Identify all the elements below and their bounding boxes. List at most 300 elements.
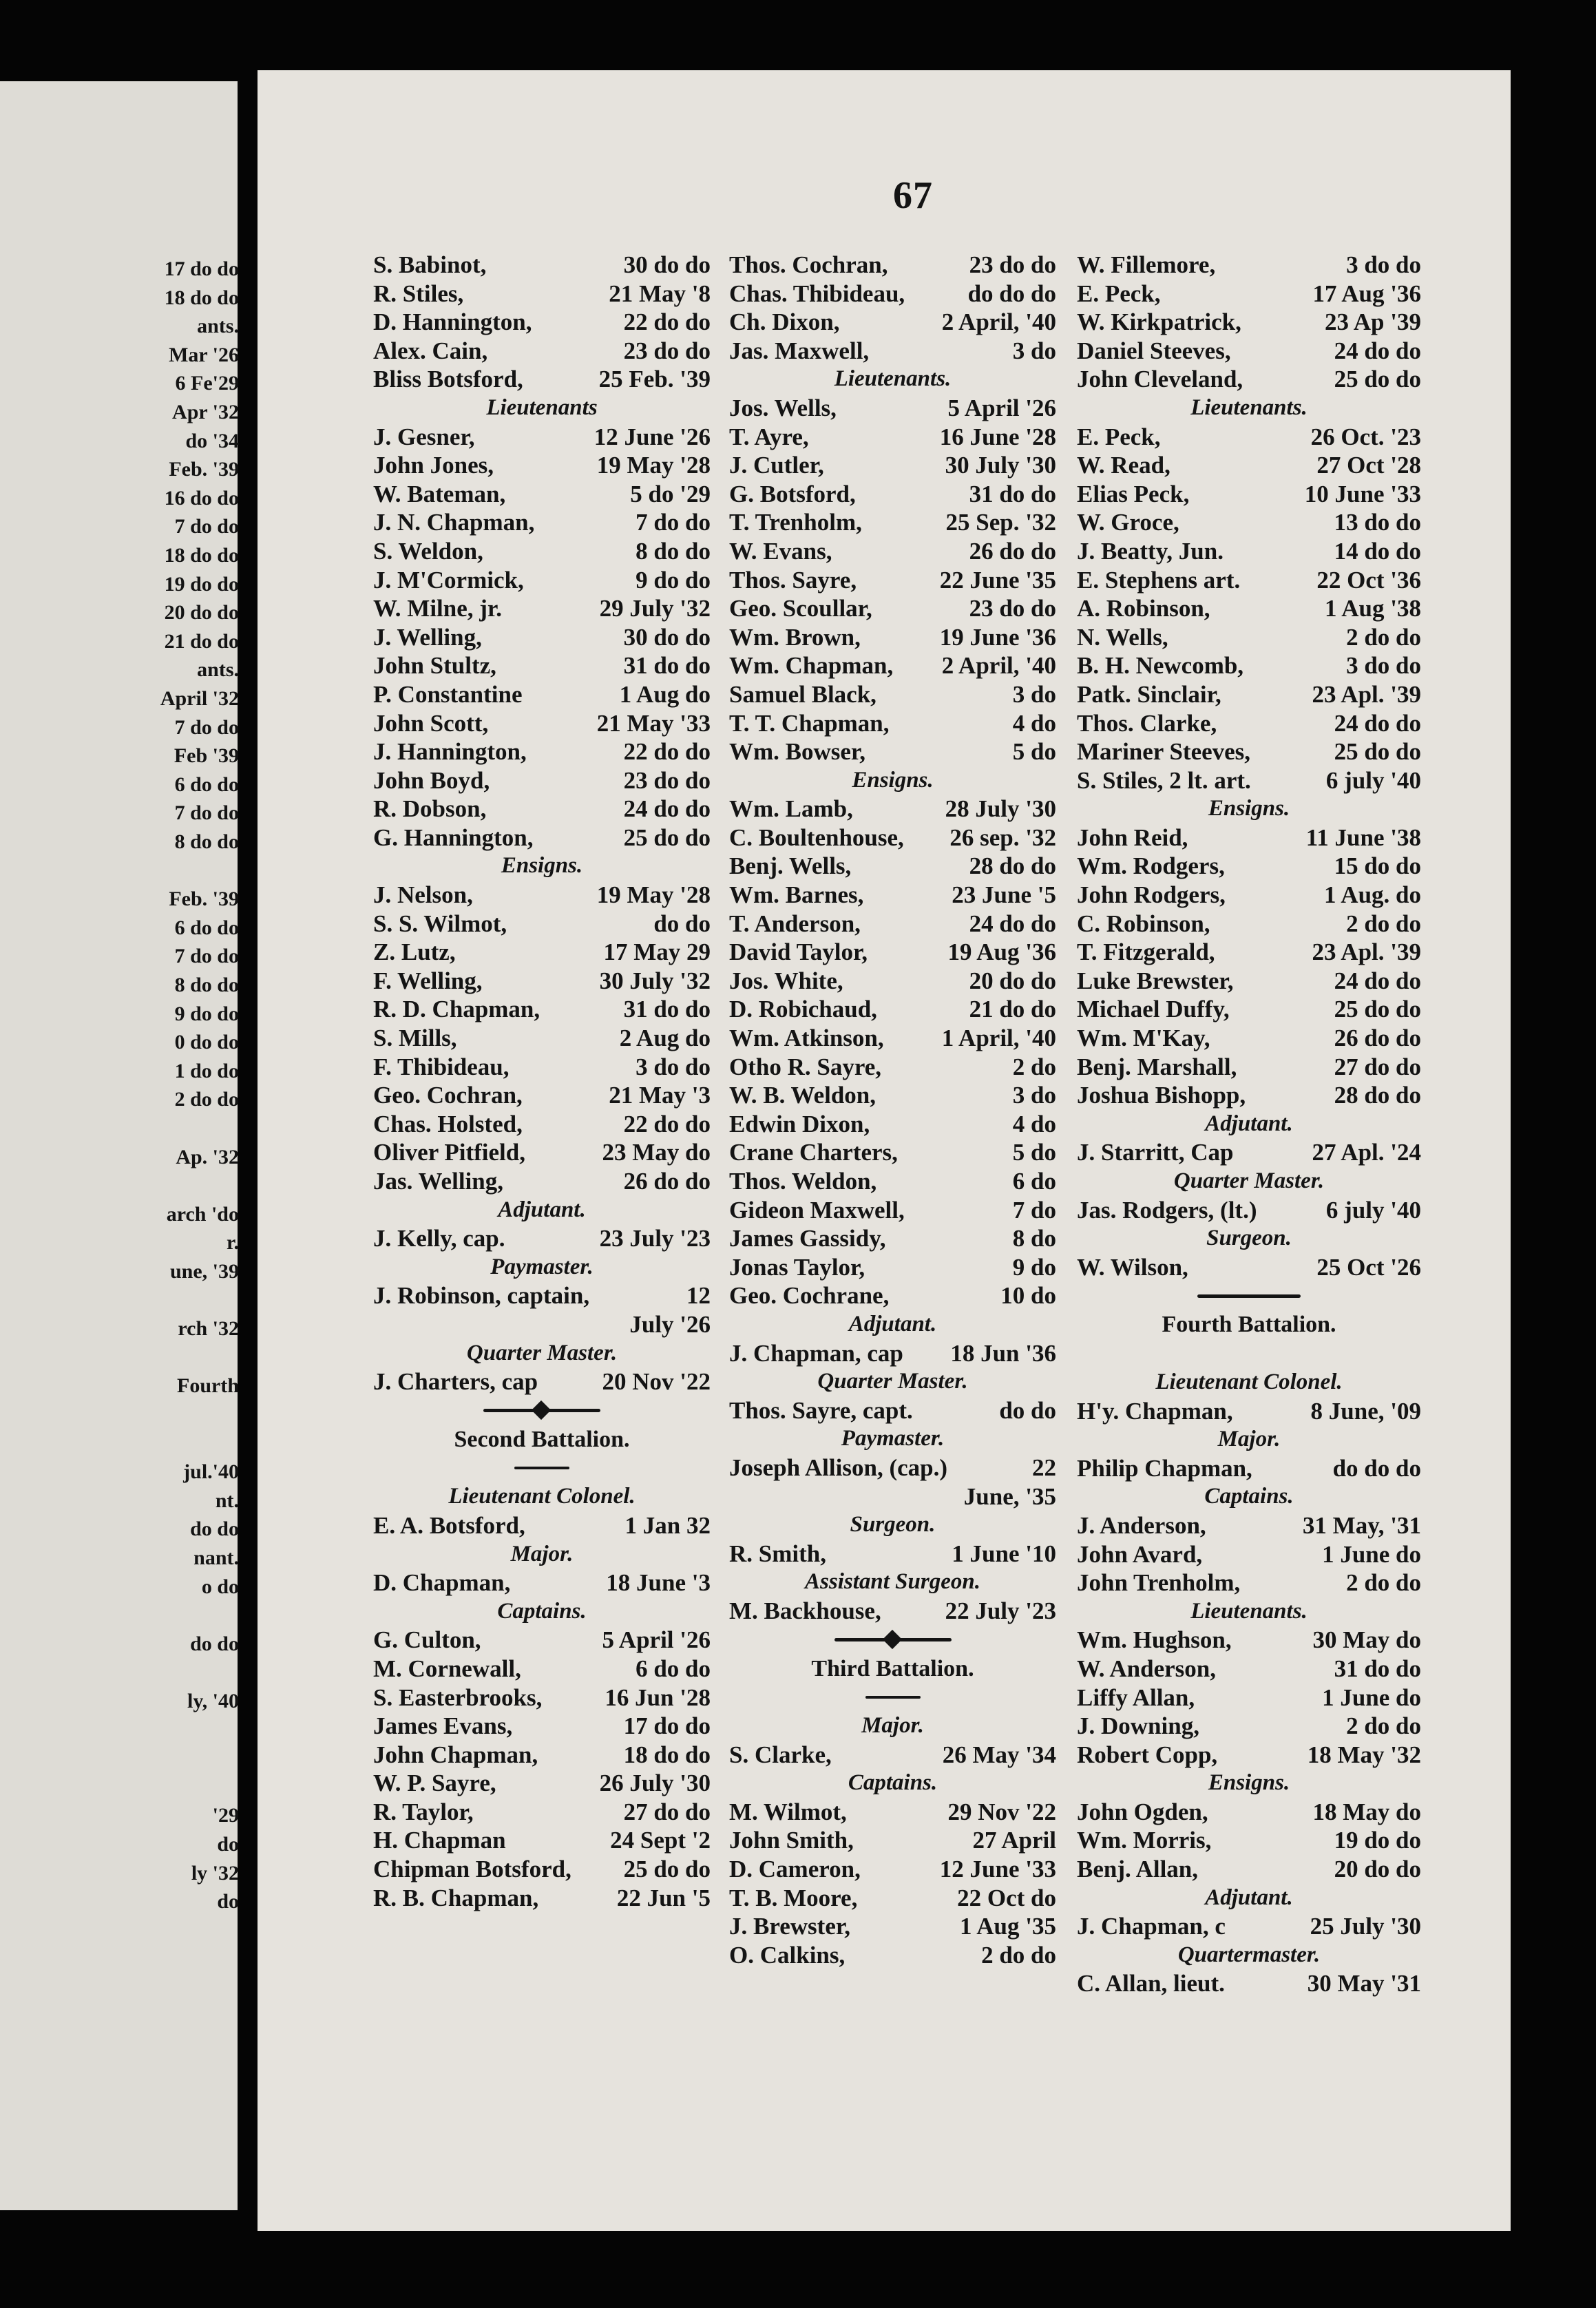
facing-page-line: April '32 bbox=[160, 687, 239, 710]
officer-entry bbox=[729, 480, 1056, 509]
commission-date: 20 do do bbox=[969, 967, 1056, 994]
officer-name: J. Downing, bbox=[1077, 1712, 1199, 1740]
facing-page-line: une, '39 bbox=[169, 1260, 239, 1283]
officer-name: John Chapman, bbox=[373, 1741, 538, 1768]
officer-entry bbox=[729, 451, 1056, 480]
officer-entry bbox=[729, 1167, 1056, 1196]
officer-name: Wm. Bowser, bbox=[729, 738, 866, 766]
officer-entry bbox=[1077, 881, 1421, 910]
officer-name: T. Ayre, bbox=[729, 423, 809, 450]
officer-name: Jas. Rodgers, (lt.) bbox=[1077, 1196, 1257, 1224]
commission-date: 22 Jun '5 bbox=[616, 1884, 711, 1911]
section-rule bbox=[729, 1626, 1056, 1655]
rank-heading: Quartermaster. bbox=[1177, 1942, 1321, 1967]
officer-entry bbox=[1077, 910, 1421, 938]
officer-entry bbox=[729, 394, 1056, 423]
commission-date: 29 Nov '22 bbox=[947, 1798, 1056, 1825]
commission-date: 22 bbox=[1032, 1454, 1056, 1481]
officer-name: J. Gesner, bbox=[373, 423, 475, 450]
rank-heading: Adjutant. bbox=[1205, 1885, 1293, 1910]
officer-name: J. Welling, bbox=[373, 623, 482, 651]
commission-date: do do bbox=[653, 910, 711, 937]
officer-name: Chas. Holsted, bbox=[373, 1110, 523, 1137]
officer-name: W. Evans, bbox=[729, 537, 832, 565]
commission-date: 24 do do bbox=[1334, 709, 1421, 737]
section-rule bbox=[373, 1454, 711, 1482]
commission-date: 27 Oct '28 bbox=[1316, 452, 1421, 479]
officer-name: D. Robichaud, bbox=[729, 996, 877, 1023]
commission-date: 28 do do bbox=[1334, 1082, 1421, 1109]
officer-name: G. Hannington, bbox=[373, 823, 534, 851]
officer-name: John Ogden, bbox=[1077, 1798, 1208, 1825]
commission-date: 26 July '30 bbox=[599, 1770, 711, 1797]
officer-name: Liffy Allan, bbox=[1077, 1683, 1195, 1711]
rank-heading: Adjutant. bbox=[1205, 1111, 1293, 1136]
officer-entry bbox=[729, 709, 1056, 738]
commission-date: 3 do bbox=[1012, 1082, 1056, 1109]
commission-date: 23 Ap '39 bbox=[1324, 308, 1421, 336]
officer-name: C. Boultenhouse, bbox=[729, 823, 904, 851]
section-rule bbox=[373, 1396, 711, 1425]
commission-date: 10 June '33 bbox=[1304, 480, 1421, 507]
officer-entry bbox=[729, 1884, 1056, 1913]
officer-entry bbox=[373, 766, 711, 795]
officer-entry bbox=[729, 823, 1056, 852]
officer-name: Benj. Marshall, bbox=[1077, 1053, 1237, 1080]
officer-entry bbox=[729, 995, 1056, 1024]
officer-entry bbox=[729, 1024, 1056, 1053]
officer-entry bbox=[729, 1912, 1056, 1941]
officer-entry bbox=[729, 1053, 1056, 1082]
officer-name: S. Mills, bbox=[373, 1025, 457, 1052]
facing-page-line: 6 do do bbox=[174, 773, 239, 796]
commission-date: 21 do do bbox=[969, 996, 1056, 1023]
officer-entry bbox=[1077, 651, 1421, 680]
rank-heading: Lieutenants bbox=[486, 395, 598, 420]
officer-entry bbox=[729, 910, 1056, 938]
commission-date: 5 do bbox=[1012, 1139, 1056, 1166]
officer-entry bbox=[373, 423, 711, 452]
commission-date: 2 April, '40 bbox=[941, 652, 1056, 680]
commission-date: 6 do bbox=[1012, 1168, 1056, 1195]
officer-entry bbox=[729, 594, 1056, 623]
rank-heading: Major. bbox=[510, 1541, 574, 1566]
officer-name: W. Fillemore, bbox=[1077, 251, 1216, 278]
officer-name: W. B. Weldon, bbox=[729, 1082, 876, 1109]
officer-name: J. Cutler, bbox=[729, 452, 824, 479]
officer-name: Z. Lutz, bbox=[373, 938, 456, 966]
officer-entry bbox=[729, 881, 1056, 910]
commission-date: 2 do do bbox=[1346, 1712, 1421, 1740]
commission-date: 24 do do bbox=[1334, 337, 1421, 364]
officer-name: Wm. M'Kay, bbox=[1077, 1025, 1210, 1052]
officer-entry bbox=[373, 1511, 711, 1540]
officer-name: J. Charters, cap bbox=[373, 1368, 538, 1396]
officer-name: Thos. Sayre, capt. bbox=[729, 1396, 913, 1424]
officer-entry bbox=[729, 1826, 1056, 1855]
facing-page-line: 16 do do bbox=[164, 486, 239, 510]
commission-date: 31 do do bbox=[623, 996, 711, 1023]
officer-name: Robert Copp, bbox=[1077, 1741, 1218, 1768]
officer-name: E. A. Botsford, bbox=[373, 1511, 525, 1539]
commission-date: 26 Oct. '23 bbox=[1310, 423, 1421, 450]
officer-name: W. Kirkpatrick, bbox=[1077, 308, 1241, 336]
commission-date: 25 Feb. '39 bbox=[598, 366, 711, 393]
commission-date: 5 April '26 bbox=[602, 1626, 711, 1654]
officer-name: W. Bateman, bbox=[373, 480, 506, 507]
officer-name: Bliss Botsford, bbox=[373, 366, 523, 393]
facing-page-line: ants. bbox=[197, 658, 239, 682]
officer-entry bbox=[1077, 1511, 1421, 1540]
officer-name: Joseph Allison, (cap.) bbox=[729, 1454, 947, 1481]
officer-entry bbox=[729, 1396, 1056, 1425]
officer-entry bbox=[1077, 423, 1421, 452]
facing-page-fragment bbox=[0, 81, 238, 2210]
officer-entry bbox=[729, 508, 1056, 537]
commission-date: 1 June do bbox=[1322, 1683, 1421, 1711]
commission-date: 24 do do bbox=[969, 910, 1056, 937]
rank-heading: Captains. bbox=[497, 1598, 587, 1624]
officer-name: John Rodgers, bbox=[1077, 881, 1226, 909]
section-rule bbox=[1077, 1281, 1421, 1310]
officer-entry bbox=[729, 251, 1056, 280]
rank-heading: Ensigns. bbox=[1208, 1770, 1290, 1796]
officer-entry bbox=[373, 566, 711, 595]
commission-date: 18 May do bbox=[1312, 1798, 1421, 1825]
officer-name: J. Brewster, bbox=[729, 1913, 850, 1940]
commission-date: 1 Jan 32 bbox=[624, 1511, 711, 1539]
officer-name: Crane Charters, bbox=[729, 1139, 898, 1166]
officer-entry bbox=[729, 537, 1056, 566]
officer-entry bbox=[729, 651, 1056, 680]
officer-entry bbox=[373, 1769, 711, 1798]
officer-entry bbox=[1077, 1912, 1421, 1941]
commission-date: 7 do do bbox=[636, 509, 711, 536]
officer-entry bbox=[373, 480, 711, 509]
rank-heading: Major. bbox=[1217, 1427, 1281, 1452]
officer-entry bbox=[373, 1626, 711, 1655]
commission-date: 5 April '26 bbox=[947, 394, 1056, 421]
officer-entry bbox=[1077, 1969, 1421, 1998]
commission-date: 18 Jun '36 bbox=[950, 1339, 1056, 1367]
commission-date: 7 do bbox=[1012, 1196, 1056, 1224]
rank-heading: Ensigns. bbox=[501, 853, 583, 879]
officer-entry bbox=[373, 1138, 711, 1167]
officer-entry bbox=[1077, 852, 1421, 881]
facing-page-line: Feb '39 bbox=[174, 744, 239, 768]
commission-date: 2 do do bbox=[981, 1941, 1056, 1969]
commission-date: 19 do do bbox=[1334, 1827, 1421, 1854]
commission-date: June, '35 bbox=[963, 1482, 1056, 1510]
officer-entry bbox=[1077, 1826, 1421, 1855]
officer-name: Oliver Pitfield, bbox=[373, 1139, 525, 1166]
commission-date: 18 May '32 bbox=[1307, 1741, 1421, 1768]
officer-entry bbox=[1077, 1454, 1421, 1483]
officer-name: E. Peck, bbox=[1077, 280, 1161, 307]
officer-entry bbox=[729, 1281, 1056, 1310]
officer-name: J. Hannington, bbox=[373, 738, 527, 766]
commission-date: 1 Aug '38 bbox=[1324, 595, 1421, 622]
officer-name: T. T. Chapman, bbox=[729, 709, 890, 737]
officer-name: J. N. Chapman, bbox=[373, 509, 535, 536]
officer-name: W. Wilson, bbox=[1077, 1253, 1188, 1281]
officer-entry bbox=[373, 995, 711, 1024]
officer-entry bbox=[373, 1110, 711, 1139]
officer-name: Wm. Hughson, bbox=[1077, 1626, 1232, 1654]
officer-entry bbox=[1077, 1053, 1421, 1082]
officer-name: John Cleveland, bbox=[1077, 366, 1243, 393]
commission-date: 25 Oct '26 bbox=[1316, 1253, 1421, 1281]
officer-entry bbox=[1077, 1397, 1421, 1426]
commission-date: 29 July '32 bbox=[599, 595, 711, 622]
commission-date: 25 do do bbox=[1334, 996, 1421, 1023]
officer-name: Benj. Allan, bbox=[1077, 1856, 1199, 1883]
facing-page-line: 9 do do bbox=[174, 1002, 239, 1025]
officer-entry bbox=[1077, 451, 1421, 480]
officer-entry bbox=[729, 423, 1056, 452]
officer-entry bbox=[729, 1454, 1056, 1482]
officer-entry bbox=[1077, 537, 1421, 566]
officer-entry bbox=[1077, 1569, 1421, 1597]
commission-date: 26 May '34 bbox=[942, 1741, 1056, 1768]
officer-name: S. Stiles, 2 lt. art. bbox=[1077, 766, 1251, 794]
facing-page-line: do do bbox=[190, 1518, 239, 1541]
officer-entry bbox=[373, 594, 711, 623]
commission-date: 20 do do bbox=[1334, 1856, 1421, 1883]
facing-page-line: 6 do do bbox=[174, 916, 239, 939]
officer-name: David Taylor, bbox=[729, 938, 868, 966]
officer-entry bbox=[373, 1712, 711, 1741]
officer-name: O. Calkins, bbox=[729, 1941, 846, 1969]
facing-page-line: arch 'do bbox=[166, 1202, 239, 1226]
commission-date: 4 do bbox=[1012, 1110, 1056, 1137]
commission-date: 22 do do bbox=[623, 738, 711, 766]
officer-name: B. H. Newcomb, bbox=[1077, 652, 1244, 680]
officer-entry bbox=[1077, 1196, 1421, 1225]
officer-entry bbox=[1077, 1081, 1421, 1110]
officer-entry bbox=[373, 365, 711, 394]
officer-name: Chipman Botsford, bbox=[373, 1856, 571, 1883]
commission-date: July '26 bbox=[629, 1310, 711, 1338]
officer-entry bbox=[373, 651, 711, 680]
officer-name: Philip Chapman, bbox=[1077, 1454, 1252, 1482]
officer-name: A. Robinson, bbox=[1077, 595, 1210, 622]
officer-entry bbox=[373, 1167, 711, 1196]
commission-date: 28 do do bbox=[969, 852, 1056, 880]
commission-date: 2 do do bbox=[1346, 623, 1421, 651]
officer-name: T. Anderson, bbox=[729, 910, 861, 937]
commission-date: 23 do do bbox=[623, 766, 711, 794]
officer-name: R. B. Chapman, bbox=[373, 1884, 539, 1911]
facing-page-line: 8 do do bbox=[174, 830, 239, 853]
officer-entry bbox=[729, 737, 1056, 766]
officer-entry bbox=[373, 308, 711, 337]
officer-entry bbox=[729, 1224, 1056, 1253]
commission-date: 17 May 29 bbox=[603, 938, 711, 966]
officer-entry bbox=[1077, 1655, 1421, 1683]
officer-name: S. S. Wilmot, bbox=[373, 910, 507, 937]
officer-name: P. Constantine bbox=[373, 680, 523, 708]
officer-entry bbox=[373, 1053, 711, 1082]
officer-name: D. Cameron, bbox=[729, 1856, 861, 1883]
commission-date: 23 July '23 bbox=[599, 1225, 711, 1252]
commission-date: 25 do do bbox=[623, 823, 711, 851]
commission-date: 8 do do bbox=[636, 537, 711, 565]
officer-name: W. Groce, bbox=[1077, 509, 1179, 536]
commission-date: 12 bbox=[686, 1282, 711, 1310]
commission-date: 26 do do bbox=[1334, 1025, 1421, 1052]
officer-entry bbox=[373, 910, 711, 938]
commission-date: 19 June '36 bbox=[939, 623, 1056, 651]
officer-name: Otho R. Sayre, bbox=[729, 1053, 882, 1080]
officer-entry bbox=[729, 967, 1056, 996]
commission-date: 22 do do bbox=[623, 1110, 711, 1137]
rank-heading: Assistant Surgeon. bbox=[805, 1569, 980, 1595]
commission-date: 12 June '26 bbox=[594, 423, 711, 450]
officer-entry bbox=[373, 709, 711, 738]
officer-name: D. Hannington, bbox=[373, 308, 532, 336]
officer-entry bbox=[1077, 566, 1421, 595]
column-1 bbox=[373, 251, 711, 1912]
commission-date: 14 do do bbox=[1334, 537, 1421, 565]
commission-date: 25 do do bbox=[1334, 366, 1421, 393]
officer-entry bbox=[1077, 1540, 1421, 1569]
officer-entry bbox=[729, 795, 1056, 823]
officer-name: J. Chapman, cap bbox=[729, 1339, 903, 1367]
commission-date: 5 do bbox=[1012, 738, 1056, 766]
officer-name: Jos. Wells, bbox=[729, 394, 837, 421]
officer-name: James Gassidy, bbox=[729, 1225, 886, 1252]
officer-entry bbox=[1077, 737, 1421, 766]
officer-entry bbox=[729, 1110, 1056, 1139]
commission-date: 21 May '33 bbox=[596, 709, 711, 737]
commission-date: 9 do do bbox=[636, 566, 711, 594]
commission-date: 20 Nov '22 bbox=[602, 1368, 711, 1396]
commission-date: 27 do do bbox=[1334, 1053, 1421, 1080]
officer-entry bbox=[729, 1138, 1056, 1167]
officer-entry bbox=[729, 1196, 1056, 1225]
rank-heading: Paymaster. bbox=[841, 1426, 945, 1451]
commission-date: 22 Oct '36 bbox=[1316, 566, 1421, 594]
officer-entry bbox=[1077, 337, 1421, 366]
facing-page-line: Feb. '39 bbox=[169, 458, 239, 481]
rank-heading: Major. bbox=[861, 1713, 924, 1739]
commission-date: 11 June '38 bbox=[1305, 823, 1421, 851]
officer-name: G. Botsford, bbox=[729, 480, 856, 507]
officer-entry bbox=[1077, 766, 1421, 795]
officer-name: John Scott, bbox=[373, 709, 489, 737]
facing-page-line: rch '32 bbox=[178, 1317, 239, 1341]
officer-name: J. Anderson, bbox=[1077, 1511, 1206, 1539]
officer-entry bbox=[373, 280, 711, 308]
commission-date: 3 do bbox=[1012, 680, 1056, 708]
commission-date: 16 June '28 bbox=[939, 423, 1056, 450]
commission-date: 10 do bbox=[1000, 1282, 1056, 1310]
commission-date: 24 do do bbox=[623, 795, 711, 823]
facing-page-line: do '34 bbox=[185, 429, 239, 452]
officer-name: T. Fitzgerald, bbox=[1077, 938, 1215, 966]
officer-name: Geo. Cochrane, bbox=[729, 1282, 890, 1310]
officer-entry bbox=[373, 1024, 711, 1053]
commission-date: 15 do do bbox=[1334, 852, 1421, 880]
officer-entry bbox=[373, 1798, 711, 1827]
officer-entry bbox=[373, 823, 711, 852]
commission-date: 23 Apl. '39 bbox=[1312, 938, 1421, 966]
officer-entry bbox=[373, 337, 711, 366]
officer-entry bbox=[729, 1741, 1056, 1770]
commission-date: 3 do bbox=[1012, 337, 1056, 364]
commission-date: 31 May, '31 bbox=[1302, 1511, 1421, 1539]
rank-heading: Quarter Master. bbox=[466, 1340, 618, 1365]
officer-name: Joshua Bishopp, bbox=[1077, 1082, 1246, 1109]
officer-entry bbox=[373, 1224, 711, 1253]
officer-name: S. Easterbrooks, bbox=[373, 1683, 543, 1711]
officer-name: Jas. Maxwell, bbox=[729, 337, 870, 364]
officer-name: John Stultz, bbox=[373, 652, 496, 680]
officer-name: Luke Brewster, bbox=[1077, 967, 1234, 994]
commission-date: 22 July '23 bbox=[945, 1597, 1056, 1624]
commission-date: do do do bbox=[1332, 1454, 1421, 1482]
officer-entry bbox=[373, 1655, 711, 1683]
officer-entry bbox=[729, 1798, 1056, 1827]
officer-name: C. Robinson, bbox=[1077, 910, 1210, 937]
facing-page-line: Apr '32 bbox=[172, 401, 239, 423]
officer-entry bbox=[729, 308, 1056, 337]
officer-name: Jonas Taylor, bbox=[729, 1253, 865, 1281]
officer-name: T. Trenholm, bbox=[729, 509, 862, 536]
facing-page-line: '29 bbox=[212, 1804, 239, 1827]
entry-continuation bbox=[729, 1482, 1056, 1511]
officer-name: D. Chapman, bbox=[373, 1569, 511, 1597]
officer-entry bbox=[1077, 823, 1421, 852]
commission-date: 31 do do bbox=[1334, 1655, 1421, 1682]
officer-entry bbox=[1077, 967, 1421, 996]
facing-page-line: ly '32 bbox=[191, 1861, 239, 1885]
facing-page-line: 2 do do bbox=[174, 1088, 239, 1111]
commission-date: 8 do bbox=[1012, 1225, 1056, 1252]
officer-entry bbox=[373, 451, 711, 480]
commission-date: 25 do do bbox=[1334, 738, 1421, 766]
officer-entry bbox=[1077, 1683, 1421, 1712]
officer-entry bbox=[373, 1855, 711, 1884]
facing-page-line: 7 do do bbox=[174, 801, 239, 825]
commission-date: 25 do do bbox=[623, 1856, 711, 1883]
facing-page-line: 20 do do bbox=[164, 601, 239, 625]
officer-name: John Boyd, bbox=[373, 766, 490, 794]
officer-name: John Smith, bbox=[729, 1827, 854, 1854]
facing-page-line: 7 do do bbox=[174, 515, 239, 538]
officer-entry bbox=[1077, 709, 1421, 738]
officer-entry bbox=[1077, 1712, 1421, 1741]
commission-date: 18 do do bbox=[623, 1741, 711, 1768]
officer-name: J. Robinson, captain, bbox=[373, 1282, 590, 1310]
officer-name: Thos. Cochran, bbox=[729, 251, 888, 278]
commission-date: 24 do do bbox=[1334, 967, 1421, 994]
entry-continuation bbox=[373, 1310, 711, 1339]
rank-heading: Ensigns. bbox=[1208, 796, 1290, 821]
officer-entry bbox=[729, 623, 1056, 652]
commission-date: 19 May '28 bbox=[596, 881, 711, 909]
facing-page-line: nt. bbox=[215, 1489, 239, 1512]
officer-entry bbox=[1077, 280, 1421, 308]
officer-entry bbox=[729, 1855, 1056, 1884]
officer-entry bbox=[373, 251, 711, 280]
commission-date: 23 June '5 bbox=[952, 881, 1056, 909]
officer-name: M. Cornewall, bbox=[373, 1655, 521, 1682]
officer-entry bbox=[729, 1081, 1056, 1110]
commission-date: 23 May do bbox=[602, 1139, 711, 1166]
officer-name: Gideon Maxwell, bbox=[729, 1196, 905, 1224]
